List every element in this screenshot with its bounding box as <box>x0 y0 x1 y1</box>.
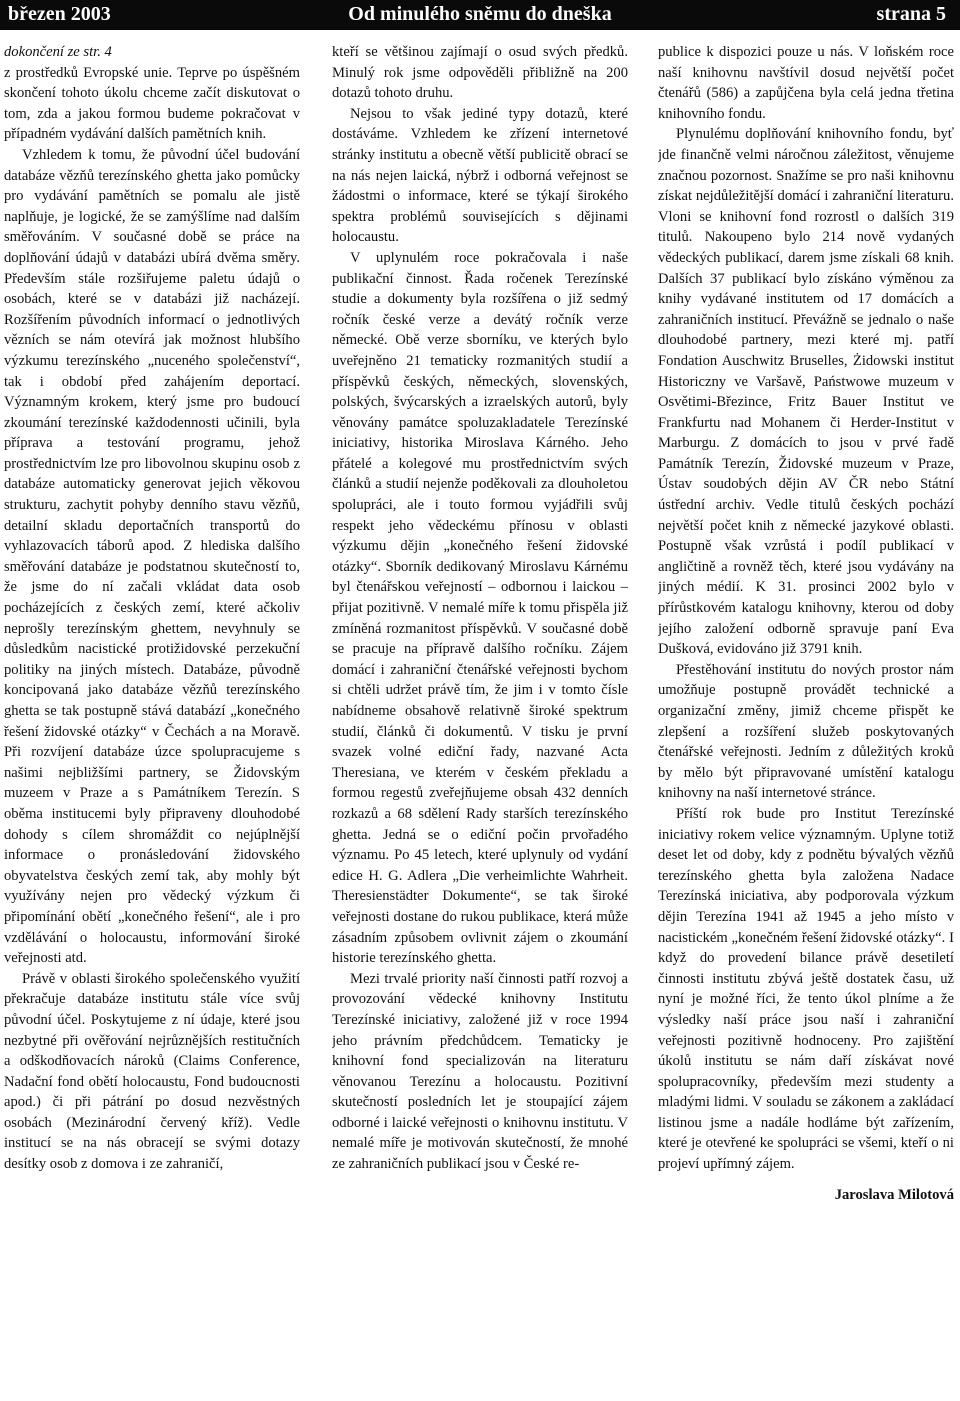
page-header <box>0 0 960 30</box>
paragraph: Plynulému doplňování knihovního fondu, byť jde finančně velmi náročnou záležitost, věnujeme značnou pozornost. Snažíme se pro naši knihovnu získat nejdůležitější domácí i zahraniční literaturu. Vloni se knihovní fond rozrostl o dalších 319 titulů. Nakoupeno bylo 214 nově vydaných vědeckých publikací, darem jsme získali 68 knih. Dalších 37 publikací bylo získáno výměnou za knihy vydávané institutem od 17 domácích a zahraničních institucí. Převážně se jednalo o naše dlouhodobé partnery, mezi které mj. patří Fondation Auschwitz Bruselles, Żidowski institut Historiczny ve Varšavě, Państwowe muzeum v Osvětimi-Březince, Fritz Bauer Institut ve Frankfurtu nad Mohanem či Herder-Institut v Marburgu. Z domácích to jsou v prvé řadě Památník Terezín, Židovské muzeum v Praze, Ústav soudobých dějin AV ČR nebo Státní ústřední archiv. Vedle titulů českých pochází největší počet knih z německé jazykové oblasti. Postupně však vzrůstá i podíl publikací v angličtině a rovněž těch, které jsou vydávány na jiných médií. K 31. prosinci 2002 bylo v přírůstkovém katalogu knihovny, kterou od doby jejího založení odborně spravuje paní Eva Dušková, evidováno již 3791 knih. <box>658 126 954 658</box>
paragraph: Vzhledem k tomu, že původní účel budování databáze vězňů terezínského ghetta jako pomůcky pro vydávání pamětních se pomalu ale jistě naplňuje, je logické, že se zamýšlíme nad dalším směřováním. V současné době se práce na doplňování údajů v databázi ubírá dvěma směry. Především stále rozšiřujeme paletu údajů o osobách, které se v databázi již nacházejí. Rozšířením původních informací o jednotlivých vězních se nám otevírá jak možnost hlubšího výzkumu terezínského „nuceného společenství“, tak i období před zahájením deportací. Významným krokem, který jsme pro budoucí zkoumání terezínské každodennosti učinili, byla příprava a testování programu, jehož prostřednictvím lze pro libovolnou skupinu osob z databáze automaticky generovat jejich věkovou strukturu, zachytit pohyby denního stavu vězňů, detailní skladu deportačních transportů do vyhlazovacích táborů apod. Z hlediska dalšího směřování databáze je podstatnou skutečností to, že jsme do ní začali vkládat data osob pocházejících z českých zemí, které ačkoliv neprošly terezínským ghettem, nevyhnuly se důsledkům nacistické protižidovské perzekuční politiky na jiných místech. Databáze, původně koncipovaná jako databáze vězňů terezínského ghetta se tak postupně stává databází „konečného řešení židovské otázky“ v Čechách a na Moravě. Při rozvíjení databáze úzce spolupracujeme s našimi nejbližšími partnery, se Židovským muzeem v Praze a s Památníkem Terezín. S oběma institucemi byly připraveny dlouhodobé dohody s cílem shromáždit co nejúplnější informace o pronásledování židovského obyvatelstva českých zemí tak, aby mohly být využívány nejen pro vědecký výzkum či připomínání obětí „konečného řešení“, ale i pro vzdělávání o holocaustu, informování široké veřejnosti atd. <box>4 146 300 967</box>
paragraph: Příští rok bude pro Institut Terezínské iniciativy rokem velice významným. Uplyne totiž deset let od doby, kdy z podnětu bývalých vězňů terezínského ghetta byla založena Nadace Terezínská iniciativa, aby podporovala výzkum dějin Terezína 1941 až 1945 a jeho místo v nacistickém „konečném řešení židovské otázky“. I když do provedení bilance právě desetiletí činnosti institutu zbývá ještě dostatek času, už nyní je možné říci, že tento úkol plníme a že výsledky naší práce jsou naší i zahraniční veřejnosti pozitivně hodnoceny. Pro zajištění úkolů institutu se nám daří získávat nové spolupracovníky, především mezi studenty a mladými lidmi. V souladu se zákonem a zakládací listinou jsme a nadále hodláme být zařízením, které je otevřené ke spolupráci se všemi, kteří o ni projeví upřímný zájem. <box>658 805 954 1173</box>
paragraph: publice k dispozici pouze u nás. V loňském roce naší knihovnu navštívil dosud největší počet čtenářů (586) a zapůjčena byla celá jedna třetina knihovního fondu. <box>658 44 954 122</box>
paragraph: V uplynulém roce pokračovala i naše publikační činnost. Řada ročenek Terezínské studie a dokumenty byla rozšířena o již sedmý ročník české verze a devátý ročník verze německé. Obě verze sborníku, ve kterých bylo uveřejněno 21 tematicky rozmanitých studií a příspěvků českých, německých, slovenských, polských, švýcarských a izraelských autorů, byly věnovány památce spoluzakladatele Terezínské iniciativy, historika Miroslava Kárného. Jeho přátelé a kolegové mu prostřednictvím svých článků a studií nejenže poděkovali za dlouholetou spolupráci, ale i touto formou vyjádřili svůj respekt jeho vědeckému přínosu v oblasti výzkumu dějin „konečného řešení židovské otázky“. Sborník dedikovaný Miroslavu Kárnému byl čtenářskou veřejností – odbornou i laickou – přijat pozitivně. V nemalé míře k tomu přispěla již zmíněná rozmanitost příspěvků. V současné době se pracuje na přípravě dalšího ročníku. Zájem domácí i zahraniční čtenářské veřejnosti bychom si chtěli udržet právě tím, že jim i v tomto čísle nabídneme obsahově relativně široké spektrum studií, článků či dokumentů. V tisku je první svazek volné ediční řady, nazvané Acta Theresiana, ve kterém v českém překladu a formou regestů zveřejňujeme obsah 432 denních rozkazů a 68 sdělení Rady starších terezínského ghetta. Jedná se o ediční počin prvořadého významu. Po 45 letech, které uplynuly od vydání edice H. G. Adlera „Die verheimlichte Wahrheit. Theresienstädter Dokumente“, se tak široké veřejnosti dostane do rukou publikace, která může zásadním způsobem ovlivnit zájem o zkoumání historie terezínského ghetta. <box>332 249 628 967</box>
continued-note: dokončení ze str. 4 <box>4 44 112 60</box>
page-number: strana 5 <box>876 3 946 25</box>
author-signature: Jaroslava Milotová <box>834 1186 954 1203</box>
paragraph: Nejsou to však jediné typy dotazů, které dostáváme. Vzhledem ke zřízení internetové stránky institutu a obecně větší publicitě obrací se na nás nejen laická, nýbrž i odborná veřejnost se žádostmi o informace, které se týkají širokého spektra problémů souvisejících s dějinami holocaustu. <box>332 105 628 246</box>
paragraph: Přestěhování institutu do nových prostor nám umožňuje postupně provádět technické a organizační změny, jimiž chceme přispět ke zlepšení a rozšíření služeb poskytovaných čtenářské veřejnosti. Jedním z důležitých kroků by mělo být připravované umístění katalogu knihovny na naší internetové stránce. <box>658 661 954 802</box>
column-3 <box>658 42 954 1392</box>
column-2 <box>332 42 628 1392</box>
paragraph: Právě v oblasti širokého společenského využití překračuje databáze institutu stále více svůj původní účel. Poskytujeme z ní údaje, které jsou nezbytné při ověřování nejrůznějších restitučních a odškodňovacích nároků (Claims Conference, Nadační fond obětí holocaustu, Fond budoucnosti apod.) či při pátrání po dosud nezvěstných osobách (Mezinárodní červený kříž). Vedle institucí se na nás obracejí se svými dotazy desítky osob z domova i ze zahraničí, <box>4 970 300 1173</box>
paragraph: Mezi trvalé priority naší činnosti patří rozvoj a provozování vědecké knihovny Institutu Terezínské iniciativy, založené již v roce 1994 jeho právním předchůdcem. Tematicky je knihovní fond specializován na literaturu věnovanou Terezínu a holocaustu. Pozitivní skutečností posledních let je stoupající zájem odborné i laické veřejnosti o knihovnu institutu. V nemalé míře je motivován skutečností, že mnohé ze zahraničních publikací jsou v České re- <box>332 970 628 1173</box>
column-1 <box>4 42 300 1392</box>
issue-date: březen 2003 <box>8 3 111 25</box>
paragraph: z prostředků Evropské unie. Teprve po úspěšném skončení tohoto úkolu chceme začít diskutovat o tom, zda a jakou formou budeme pokračovat v případném vydávání dalších pamětních knih. <box>4 64 300 143</box>
paragraph: kteří se většinou zajímají o osud svých předků. Minulý rok jsme odpověděli přibližně na 200 dotazů tohoto druhu. <box>332 44 628 102</box>
section-title: Od minulého sněmu do dneška <box>348 3 612 25</box>
